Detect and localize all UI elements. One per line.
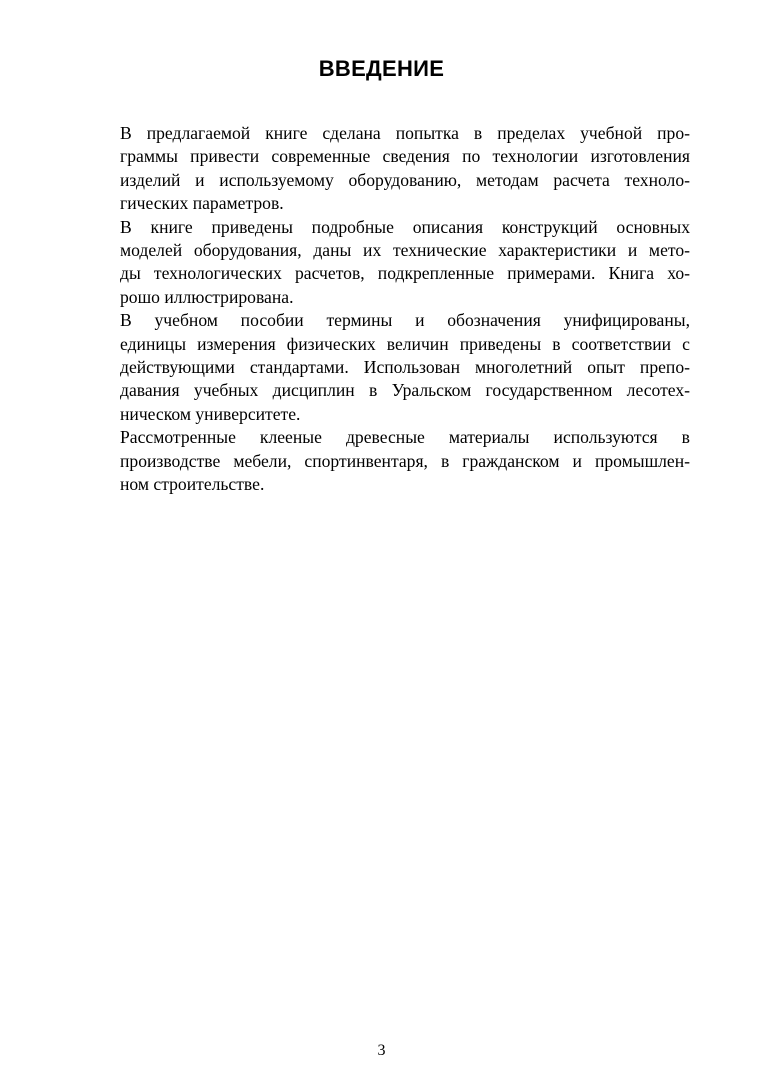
paragraph-2 — [73, 216, 690, 310]
text-line: Рассмотренные клееные древесные материалы используются в — [120, 427, 690, 448]
paragraph-4 — [73, 426, 690, 496]
paragraph-1 — [73, 122, 690, 216]
text-line: граммы привести современные сведения по технологии изготовления — [120, 146, 690, 167]
text-line: единицы измерения физических величин приведены в соответствии с — [120, 333, 690, 354]
text-line: В книге приведены подробные описания конструкций основных — [120, 216, 690, 237]
text-line: В учебном пособии термины и обозначения унифицированы, — [120, 310, 690, 331]
page-number: 3 — [377, 1042, 386, 1059]
text-line: давания учебных дисциплин в Уральском государственном лесотех- — [120, 380, 690, 401]
text-line: ническом университете. — [120, 403, 301, 424]
text-line: изделий и используемому оборудованию, методам расчета техноло- — [120, 169, 690, 190]
text-line: моделей оборудования, даны их технические характеристики и мето- — [120, 240, 690, 261]
text-line: действующими стандартами. Использован многолетний опыт препо- — [120, 357, 690, 378]
text-line: ды технологических расчетов, подкрепленные примерами. Книга хо- — [120, 263, 690, 284]
page-title: ВВЕДЕНИЕ — [318, 56, 445, 81]
text-line: рошо иллюстрирована. — [120, 286, 294, 307]
text-line: гических параметров. — [120, 193, 284, 214]
body-text — [73, 122, 690, 497]
text-line: В предлагаемой книге сделана попытка в пределах учебной про- — [120, 123, 690, 143]
text-line: ном строительстве. — [120, 474, 265, 495]
paragraph-3 — [73, 309, 690, 426]
text-line: производстве мебели, спортинвентаря, в гражданском и промышлен- — [120, 450, 690, 471]
